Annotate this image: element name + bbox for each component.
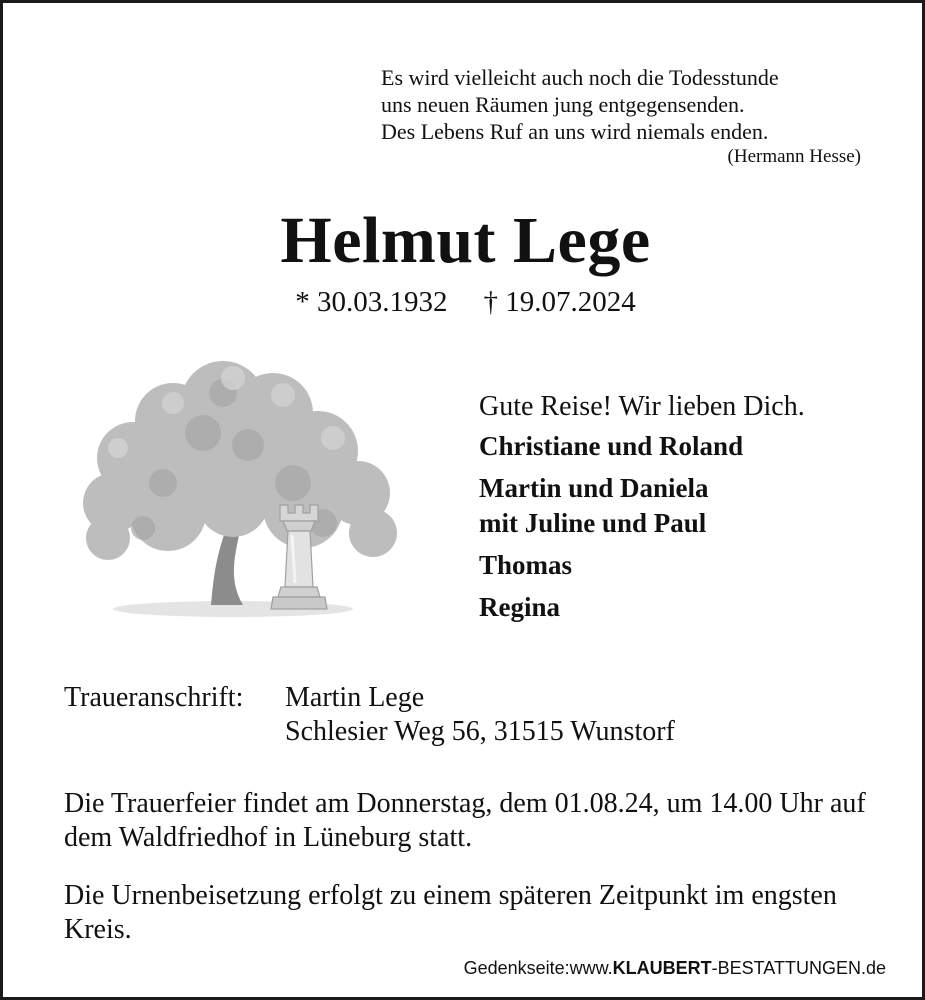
quote-line: Es wird vielleicht auch noch die Todesstunde: [381, 65, 779, 90]
tree-and-rook-illustration: [73, 333, 403, 633]
address-street: Schlesier Weg 56, 31515 Wunstorf: [285, 716, 675, 747]
family-member: Thomas: [479, 550, 573, 580]
chess-rook-icon: [271, 505, 327, 609]
tree-icon: [83, 361, 397, 617]
family-member: mit Juline und Paul: [479, 508, 707, 538]
poem-quote: [381, 64, 871, 169]
mourning-address: [64, 681, 904, 749]
family-member: Christiane und Roland: [479, 431, 744, 461]
deceased-name: Helmut Lege: [280, 204, 651, 277]
death-date: † 19.07.2024: [483, 286, 636, 318]
farewell-greeting: Gute Reise! Wir lieben Dich.: [479, 391, 805, 422]
memorial-website-link[interactable]: [464, 956, 886, 980]
urn-burial-text: Die Urnenbeisetzung erfolgt zu einem späteren Zeitpunkt im engsten Kreis.: [64, 880, 837, 945]
address-label: Traueranschrift:: [64, 682, 244, 713]
footer-suffix: -BESTATTUNGEN.de: [711, 958, 886, 978]
life-dates: [3, 284, 925, 320]
family-member: Martin und Daniela: [479, 473, 709, 503]
footer-brand: KLAUBERT: [612, 958, 712, 978]
birth-date: * 30.03.1932: [295, 286, 448, 318]
quote-line: Des Lebens Ruf an uns wird niemals enden.: [381, 119, 769, 144]
address-name: Martin Lege: [285, 682, 425, 713]
quote-author: (Hermann Hesse): [727, 146, 861, 167]
funeral-ceremony-text: Die Trauerfeier findet am Donnerstag, dem 01.08.24, um 14.00 Uhr auf dem Waldfriedhof in Lüneburg statt.: [64, 788, 866, 853]
family-member: Regina: [479, 592, 560, 622]
quote-line: uns neuen Räumen jung entgegensenden.: [381, 92, 745, 117]
family-signatures: [479, 387, 909, 625]
footer-prefix: Gedenkseite:www.: [463, 958, 613, 978]
